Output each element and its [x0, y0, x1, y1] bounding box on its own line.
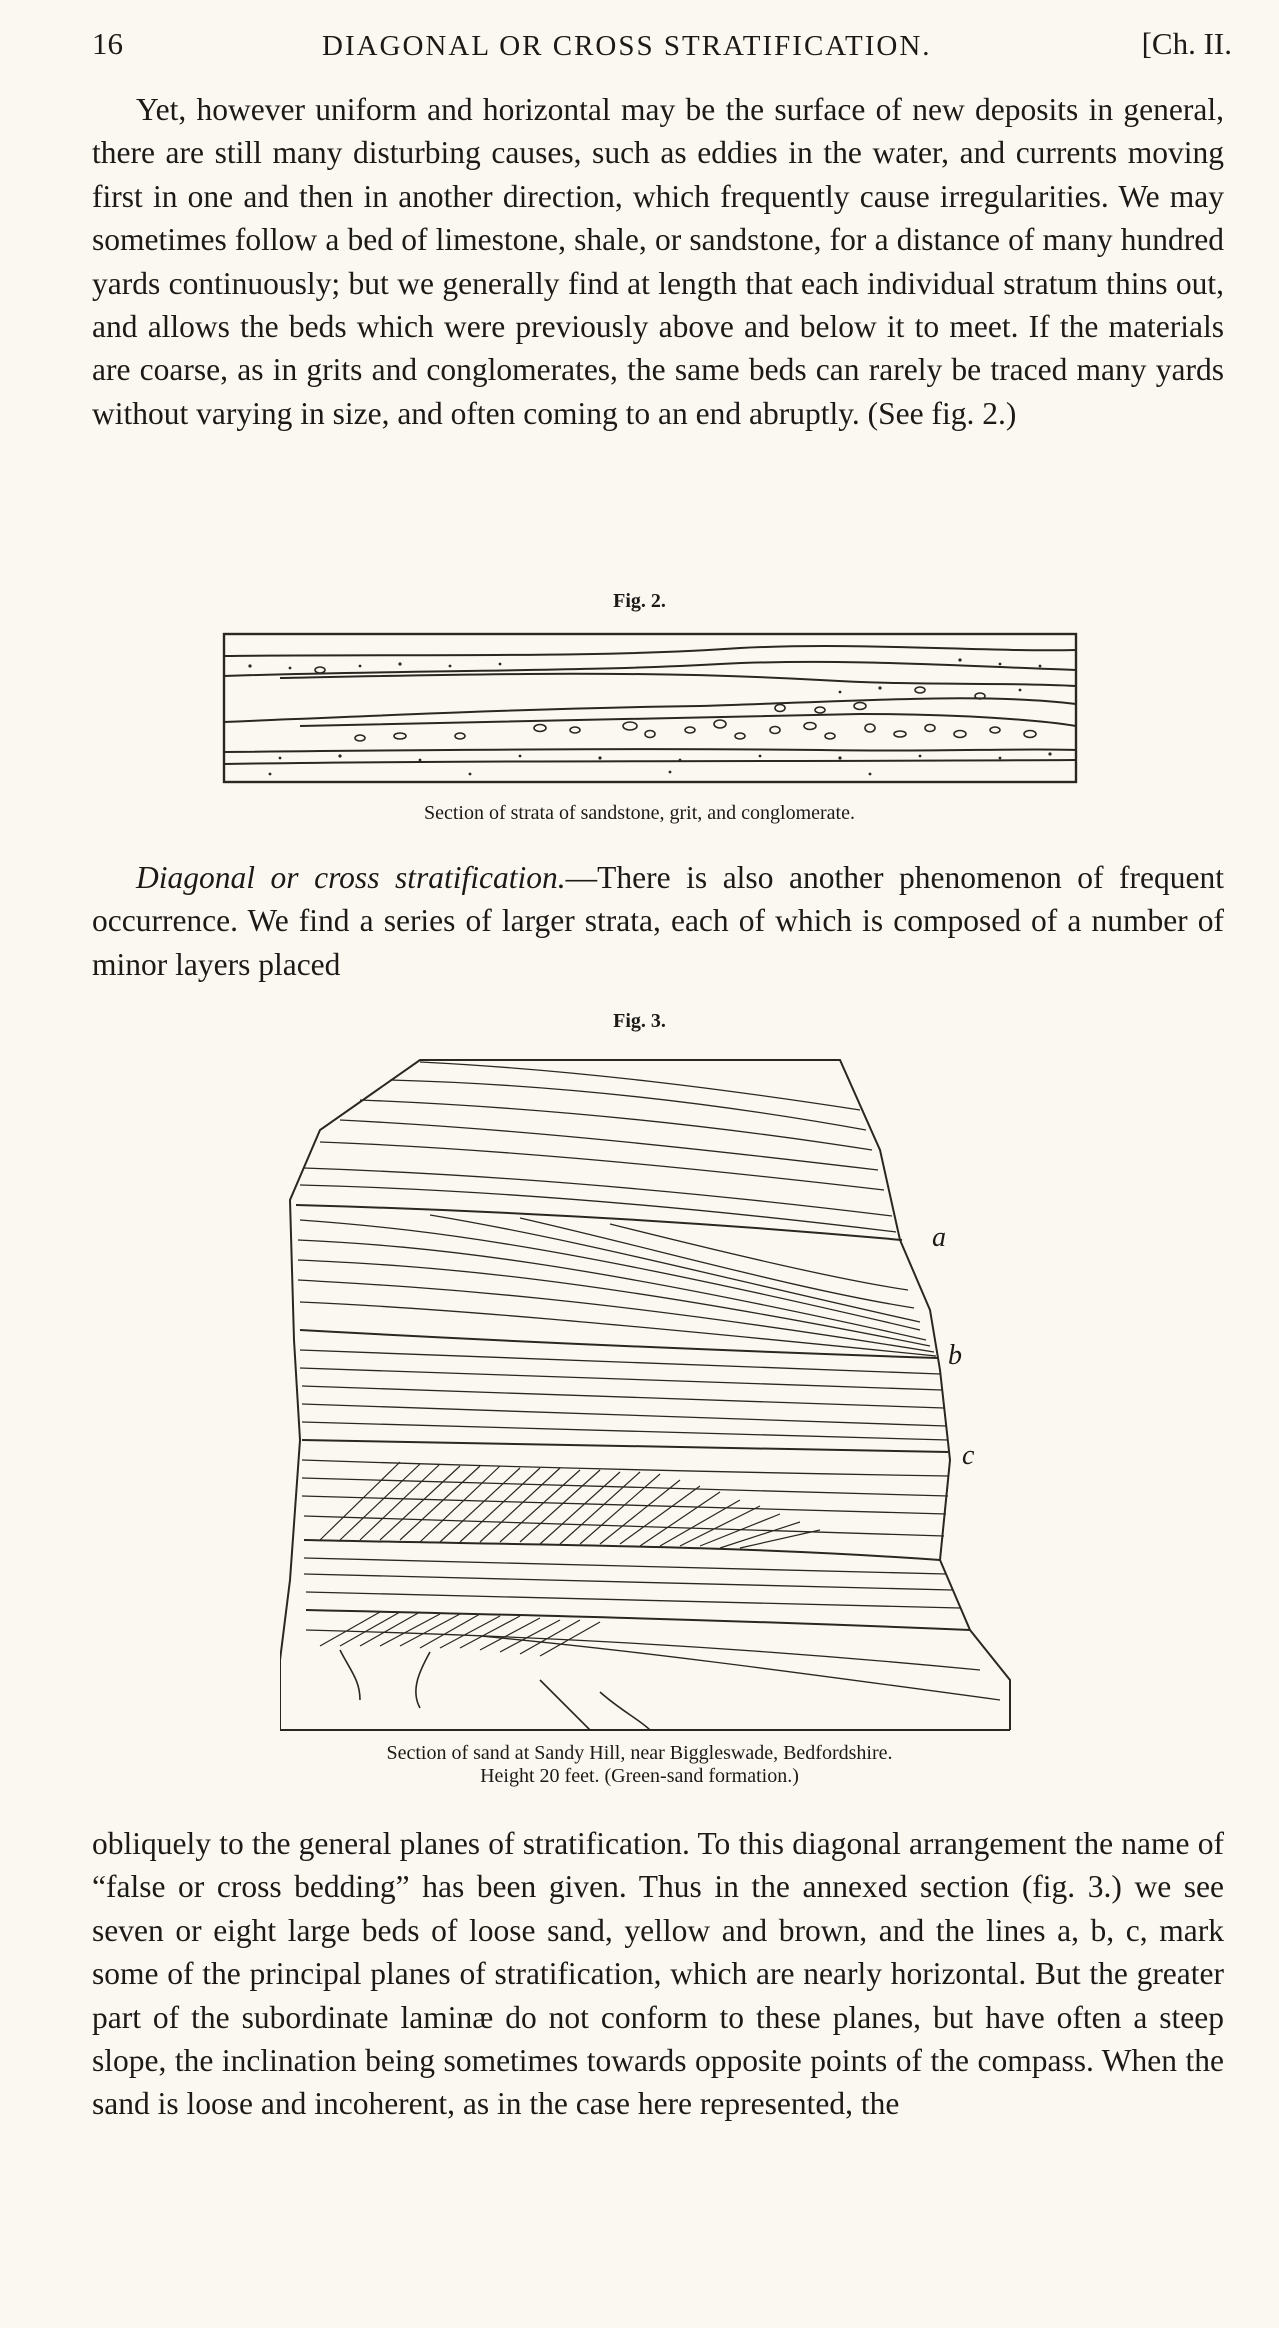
- figure-3-cross-bedding-section: [280, 1040, 1020, 1740]
- paragraph-cross-stratification: [92, 856, 1224, 986]
- page-number: 16: [92, 26, 123, 61]
- section-text: —There is also another phenomenon of frequent occurrence. We find a series of larger strata, each of which is composed of a number of minor layers placed: [92, 860, 1224, 982]
- paragraph-irregular-strata: [92, 88, 1224, 435]
- figure-3-label: Fig. 3.: [613, 1010, 666, 1032]
- plane-label-a: a: [932, 1222, 946, 1253]
- paragraph-false-bedding: [92, 1822, 1224, 2126]
- plane-label-b: b: [948, 1340, 962, 1371]
- running-title: DIAGONAL OR CROSS STRATIFICATION.: [322, 30, 932, 62]
- paragraph-text: Yet, however uniform and horizontal may be the surface of new deposits in general, there are still many disturbing causes, such as eddies in the water, and currents moving first in one and then in another direction, which frequently cause irregularities. We may sometimes follow a bed of limestone, shale, or sandstone, for a distance of many hundred yards continuously; but we generally find at length that each individual stratum thins out, and allows the beds which were previously above and below it to meet. If the materials are coarse, as in grits and conglomerates, the same beds can rarely be traced many yards without varying in size, and often coming to an end abruptly. (See fig. 2.): [92, 92, 1224, 431]
- paragraph-text: [92, 856, 1224, 986]
- figure-3-caption: [0, 1742, 1279, 1788]
- section-heading: Diagonal or cross stratification.: [136, 860, 566, 895]
- chapter-label: [Ch. II.: [1141, 26, 1232, 61]
- figure-2-strata-section: [220, 630, 1080, 790]
- running-header: [92, 22, 1232, 72]
- plane-label-c: c: [962, 1440, 975, 1471]
- figure-2-label: Fig. 2.: [613, 590, 666, 612]
- caption-line: Height 20 feet. (Green-sand formation.): [480, 1765, 799, 1787]
- paragraph-text: obliquely to the general planes of stratification. To this diagonal arrangement the name of “false or cross bedding” has been given. Thus in the annexed section (fig. 3.) we see seven or eight large beds of loose sand, yellow and brown, and the lines a, b, c, mark some of the principal planes of stratification, which are nearly horizontal. But the greater part of the subordinate laminæ do not conform to these planes, but have often a steep slope, the inclination being sometimes towards opposite points of the compass. When the sand is loose and incoherent, as in the case here represented, the: [92, 1826, 1224, 2122]
- caption-line: Section of sand at Sandy Hill, near Biggleswade, Bedfordshire.: [386, 1742, 893, 1764]
- figure-2-caption: Section of strata of sandstone, grit, and conglomerate.: [424, 802, 855, 824]
